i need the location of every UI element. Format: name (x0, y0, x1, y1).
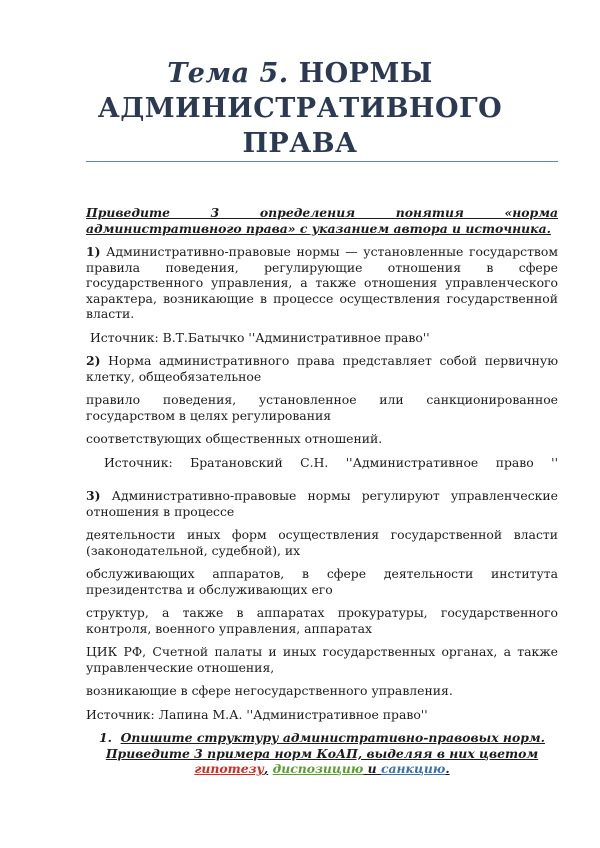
title-line-1-text: НОРМЫ (288, 58, 433, 89)
question-line-2: административного права» с указанием автора и источника. (86, 220, 551, 236)
definition-3-part-1 (86, 488, 558, 519)
task-heading (86, 730, 558, 777)
definition-1-text: Административно-правовые нормы — установленные государством правила поведения, регулирующие отношения в сфере государственного управления, а также отношения управленческого характера, возникающие в процессе осуществления государственной власти. (86, 244, 558, 321)
task-line-3 (86, 761, 558, 777)
task-period: . (445, 761, 450, 776)
definition-2-part-1 (86, 353, 558, 384)
definition-3-part-3: обслуживающих аппаратов, в сфере деятельности института президентства и обслуживающих его (86, 566, 558, 597)
task-line-1 (86, 730, 558, 746)
task-line-2: Приведите 3 примера норм КоАП, выделяя в них цветом (105, 745, 539, 761)
question-line-1: Приведите 3 определения понятия «норма (86, 205, 558, 220)
definition-2-number: 2) (86, 353, 101, 368)
definition-3-part-2: деятельности иных форм осуществления государственной власти (законодательной, судебной), их (86, 527, 558, 558)
title-topic-number: Тема 5. (167, 58, 289, 89)
task-comma: , (263, 761, 269, 776)
title-divider (86, 161, 558, 162)
disposition-word: диспозицию (272, 761, 364, 776)
title-line-2: АДМИНИСТРАТИВНОГО (97, 93, 503, 124)
definition-3-part-4: структур, а также в аппаратах прокуратуры, государственного контроля, военного управления, аппаратах (86, 605, 558, 636)
definition-3-source: Источник: Лапина М.А. ''Административное право'' (86, 706, 428, 722)
definition-3-text-1: Административно-правовые нормы регулируют управленческие отношения в процессе (86, 488, 558, 519)
sanction-word: санкцию (380, 761, 446, 776)
definition-2-part-2: правило поведения, установленное или санкционированное государством в целях регулирования (86, 392, 558, 423)
hypothesis-word: гипотезу (194, 761, 264, 776)
title-line-1 (40, 56, 560, 91)
title-line-3: ПРАВА (242, 128, 358, 159)
document-body (86, 205, 558, 777)
definition-1 (86, 244, 558, 322)
definition-2-source: Источник: Братановский С.Н. ''Административное право '' (104, 454, 558, 470)
definition-2-part-3: соответствующих общественных отношений. (86, 431, 383, 446)
page-title (40, 56, 560, 161)
definition-2-text-1: Норма административного права представляет собой первичную клетку, общеобязательное (86, 353, 558, 384)
task-number: 1. (99, 730, 112, 745)
task-line-1-text: Опишите структуру административно-правовых норм. (120, 730, 545, 745)
definition-1-source: Источник: В.Т.Батычко ''Административное право'' (90, 329, 430, 345)
task-and: и (363, 761, 381, 776)
definition-3-part-6: возникающие в сфере негосударственного управления. (86, 683, 453, 698)
definition-3-number: 3) (86, 488, 101, 503)
definition-3-part-5: ЦИК РФ, Счетной палаты и иных государственных органах, а также управленческие отношения, (86, 644, 558, 675)
definition-1-number: 1) (86, 244, 101, 259)
